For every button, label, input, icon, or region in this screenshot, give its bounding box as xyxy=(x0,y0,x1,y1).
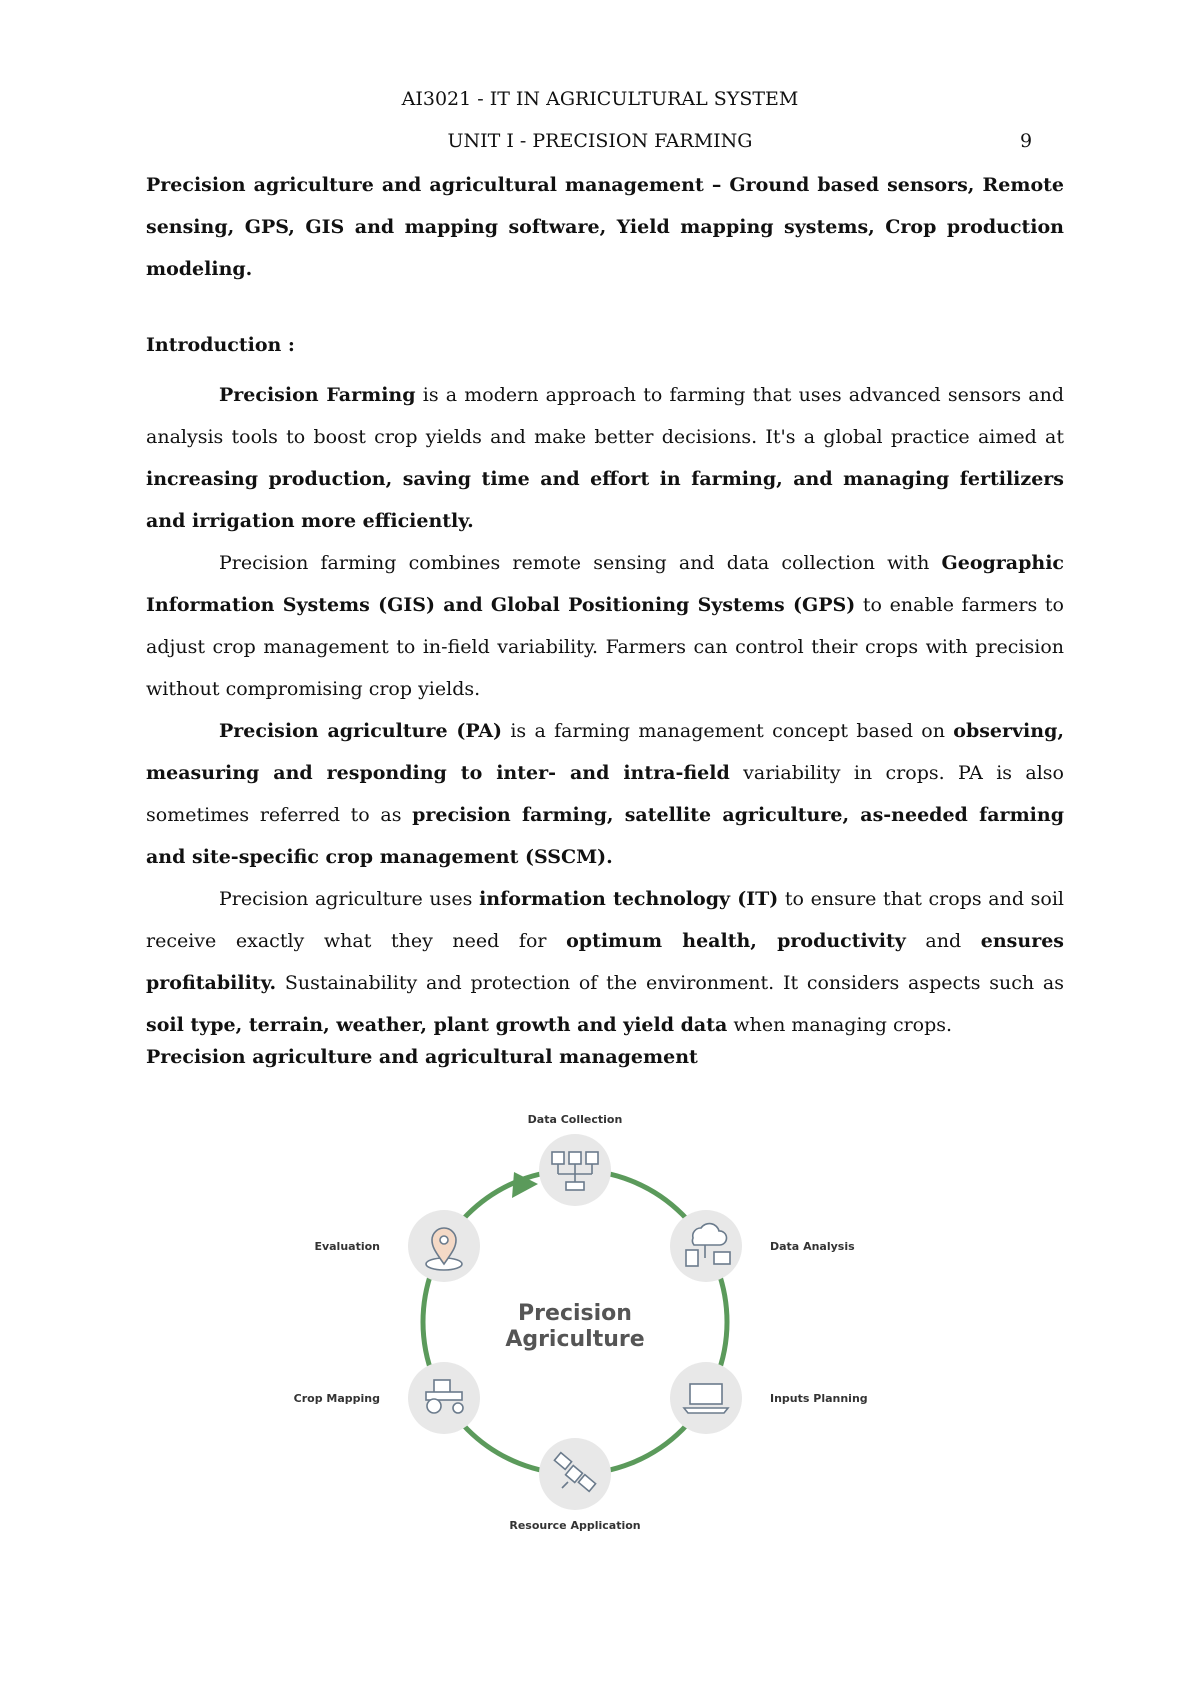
intro-paragraph-3 xyxy=(146,710,1064,878)
paragraph-text: to enable farmers to adjust crop management to in-field variability. Farmers can control their crops with precision without compromising crop yields. xyxy=(146,594,1064,700)
bold-term: Precision Farming xyxy=(219,384,416,406)
paragraph-text: is a farming management concept based on xyxy=(502,720,954,742)
paragraph-text: Precision agriculture uses xyxy=(219,888,480,910)
unit-header: UNIT I - PRECISION FARMING xyxy=(447,130,753,152)
node-circle xyxy=(670,1210,742,1282)
intro-paragraph-4 xyxy=(146,878,1064,1046)
node-crop-mapping xyxy=(294,1362,480,1434)
node-evaluation xyxy=(314,1210,480,1282)
paragraph-text: variability in crops. PA is also sometimes referred to as xyxy=(146,762,1064,826)
bold-term: ensures profitability. xyxy=(146,930,1064,994)
node-label: Inputs Planning xyxy=(770,1392,868,1405)
node-resource-application xyxy=(509,1438,640,1532)
intro-paragraph-2 xyxy=(146,542,1064,710)
syllabus-text: Precision agriculture and agricultural management – Ground based sensors, Remote sensing, GPS, GIS and mapping software, Yield mapping systems, Crop production modeling. xyxy=(146,174,1064,280)
node-data-collection xyxy=(528,1113,623,1206)
bold-term: precision farming, satellite agriculture, as-needed farming and site-specific crop management (SSCM). xyxy=(146,804,1064,868)
bold-term: information technology (IT) xyxy=(479,888,779,910)
bold-term: increasing production, saving time and effort in farming, and managing fertilizers and irrigation more efficiently. xyxy=(146,468,1064,532)
node-label: Evaluation xyxy=(314,1240,380,1253)
node-label: Crop Mapping xyxy=(293,1392,380,1405)
introduction-heading: Introduction : xyxy=(146,334,295,356)
node-inputs-planning xyxy=(670,1362,868,1434)
node-label: Data Analysis xyxy=(770,1240,855,1253)
node-data-analysis xyxy=(670,1210,855,1282)
paragraph-text: Sustainability and protection of the environment. It considers aspects such as xyxy=(276,972,1064,994)
bold-term: optimum health, productivity xyxy=(566,930,906,952)
bold-term: Precision agriculture (PA) xyxy=(219,720,503,742)
laptop-icon xyxy=(684,1384,728,1413)
paragraph-text: is a modern approach to farming that uses advanced sensors and analysis tools to boost crop yields and make better decisions. It's a global practice aimed at xyxy=(146,384,1065,448)
paragraph-text: to ensure that crops and soil receive exactly what they need for xyxy=(146,888,1064,952)
node-label: Resource Application xyxy=(509,1519,641,1532)
page-number: 9 xyxy=(1020,130,1033,152)
course-header: AI3021 - IT IN AGRICULTURAL SYSTEM xyxy=(401,88,799,110)
paragraph-text: and xyxy=(905,930,981,952)
center-title-line1: Precision xyxy=(518,1301,632,1326)
paragraph-text: when managing crops. xyxy=(727,1014,953,1036)
precision-agriculture-cycle-diagram xyxy=(293,1113,900,1532)
intro-paragraph-1 xyxy=(146,374,1064,542)
bold-term: soil type, terrain, weather, plant growth and yield data xyxy=(146,1014,728,1036)
bold-term: Geographic Information Systems (GIS) and Global Positioning Systems (GPS) xyxy=(146,552,1064,616)
center-title-line2: Agriculture xyxy=(505,1327,645,1352)
paragraph-text: Precision farming combines remote sensing and data collection with xyxy=(219,552,942,574)
bold-term: observing, measuring and responding to inter- and intra-field xyxy=(146,720,1064,784)
section-heading: Precision agriculture and agricultural management xyxy=(146,1046,698,1068)
node-label: Data Collection xyxy=(527,1113,623,1126)
